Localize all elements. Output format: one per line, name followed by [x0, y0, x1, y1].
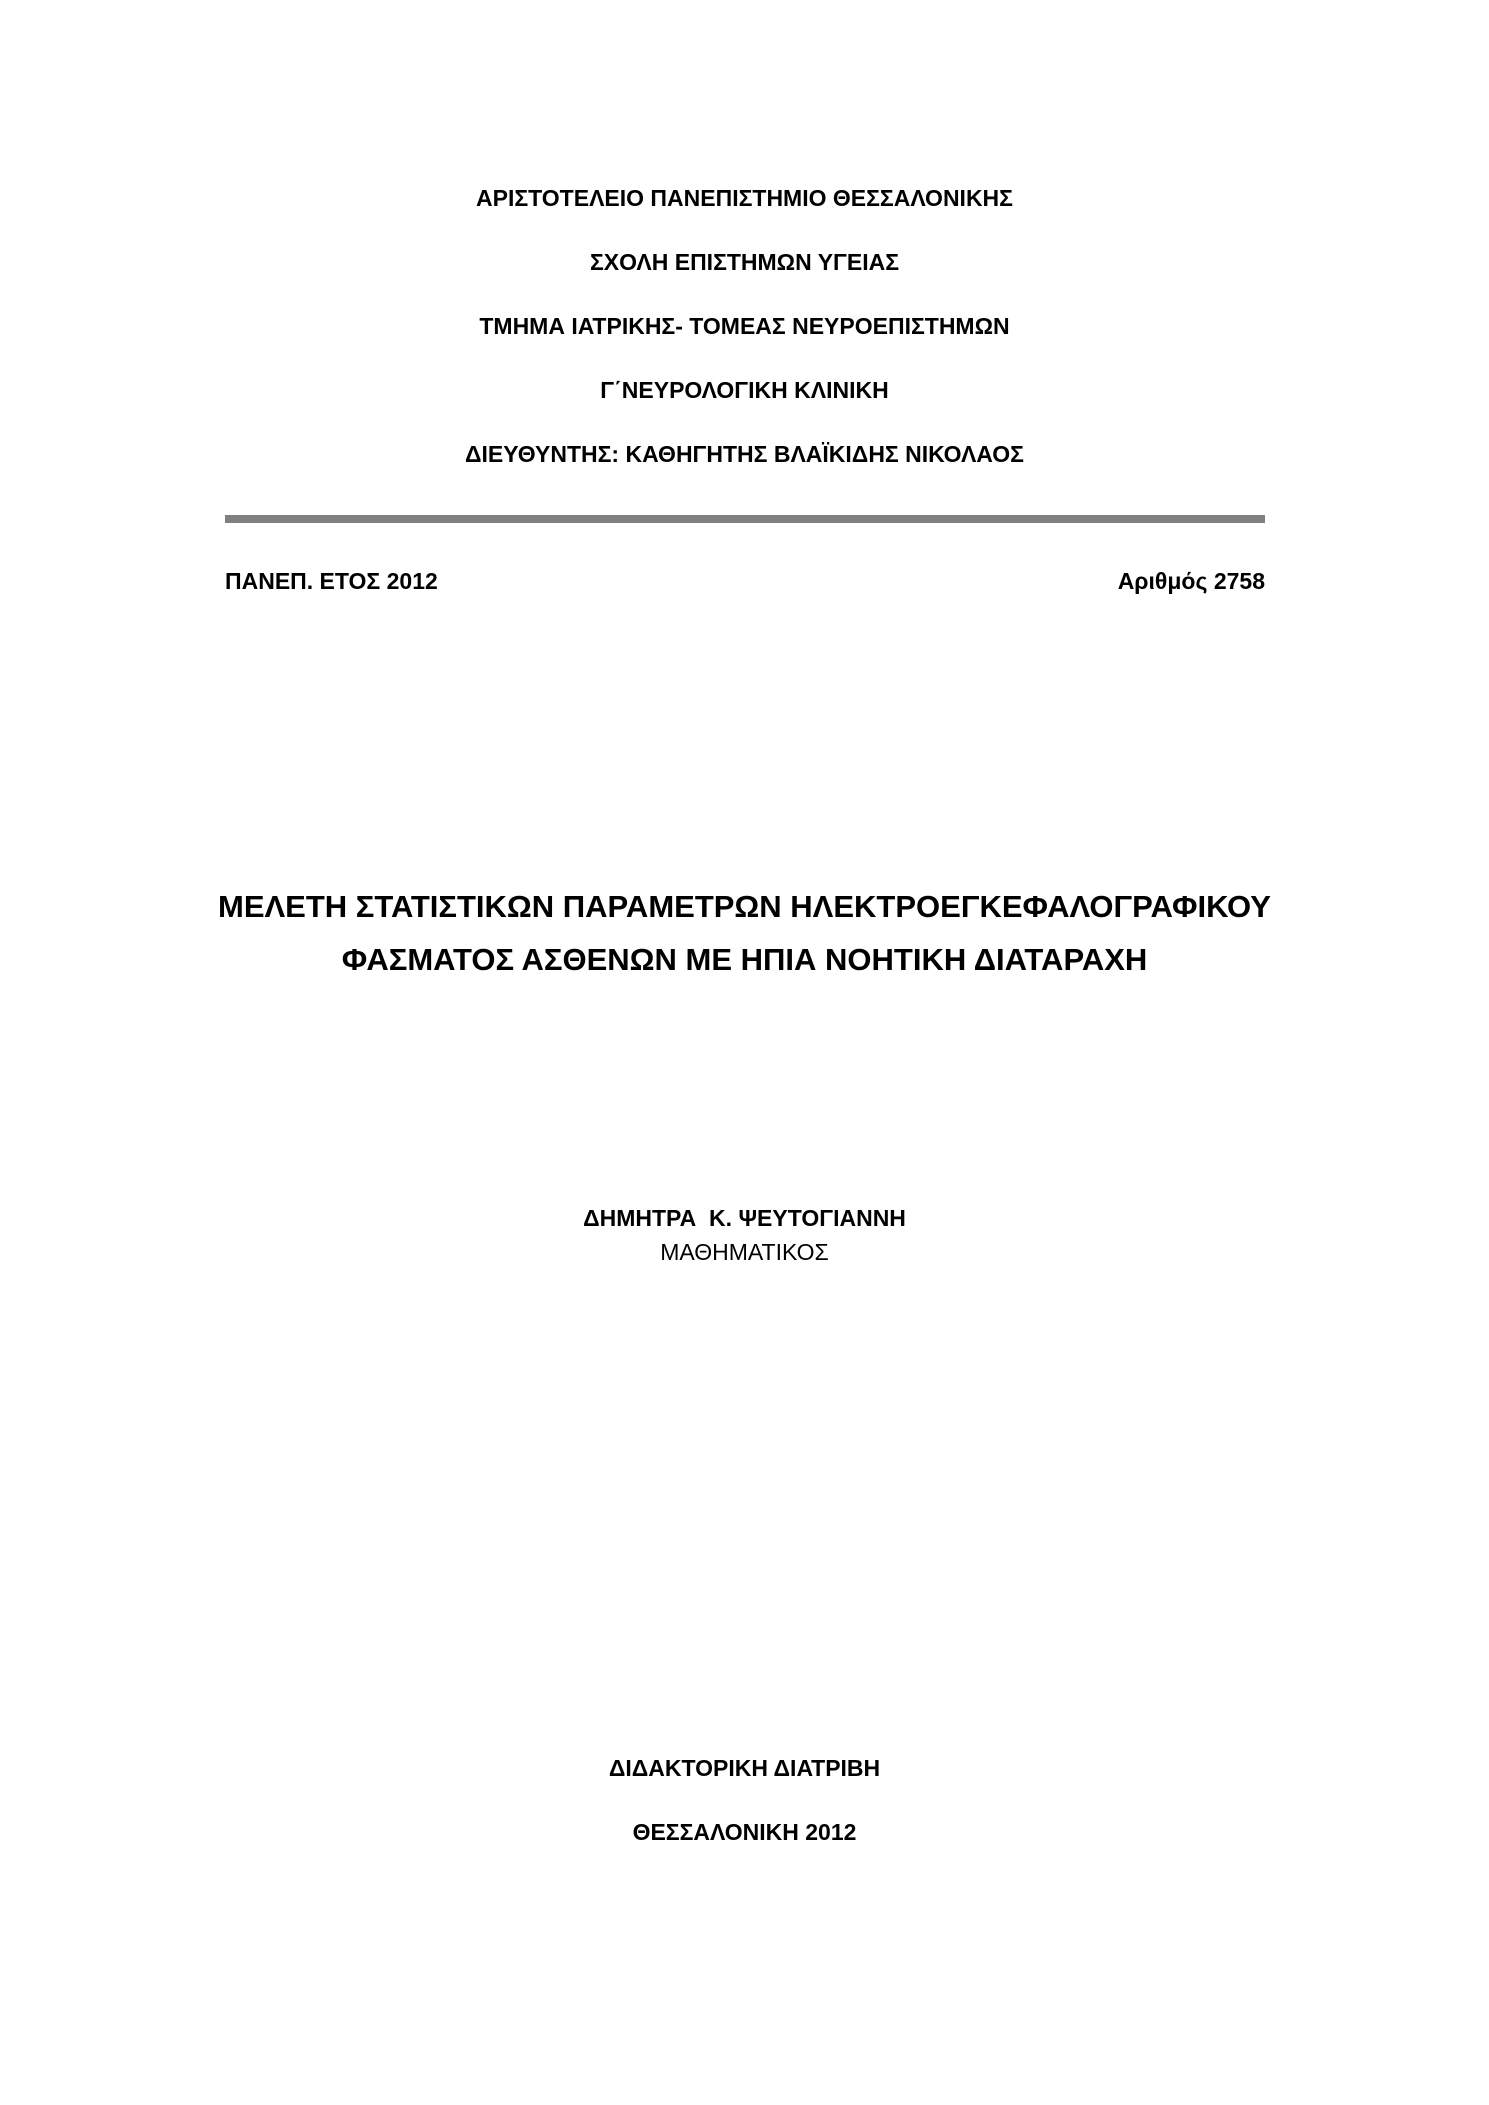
director-line: ΔΙΕΥΘΥΝΤΗΣ: ΚΑΘΗΓΗΤΗΣ ΒΛΑΪΚΙΔΗΣ ΝΙΚΟΛΑΟΣ [465, 441, 1024, 467]
school-name: ΣΧΟΛΗ ΕΠΙΣΤΗΜΩΝ ΥΓΕΙΑΣ [589, 249, 900, 275]
author-profession: ΜΑΘΗΜΑΤΙΚΟΣ [660, 1239, 829, 1265]
thesis-title-line-1: ΜΕΛΕΤΗ ΣΤΑΤΙΣΤΙΚΩΝ ΠΑΡΑΜΕΤΡΩΝ ΗΛΕΚΤΡΟΕΓΚΕΦΑΛΟΓΡΑΦΙΚΟΥ [218, 889, 1271, 924]
clinic-name: Γ΄ΝΕΥΡΟΛΟΓΙΚΗ ΚΛΙΝΙΚΗ [600, 377, 889, 403]
university-name: ΑΡΙΣΤΟΤΕΛΕΙΟ ΠΑΝΕΠΙΣΤΗΜΙΟ ΘΕΣΣΑΛΟΝΙΚΗΣ [476, 185, 1013, 211]
author-name: ΔΗΜΗΤΡΑ Κ. ΨΕΥΤΟΓΙΑΝΝΗ [583, 1205, 906, 1231]
department-name: ΤΜΗΜΑ ΙΑΤΡΙΚΗΣ- ΤΟΜΕΑΣ ΝΕΥΡΟΕΠΙΣΤΗΜΩΝ [479, 313, 1010, 339]
thesis-title-line-2: ΦΑΣΜΑΤΟΣ ΑΣΘΕΝΩΝ ΜΕ ΗΠΙΑ ΝΟΗΤΙΚΗ ΔΙΑΤΑΡΑΧΗ [341, 942, 1148, 977]
academic-year: ΠΑΝΕΠ. ΕΤΟΣ 2012 [225, 568, 438, 594]
header-divider [225, 515, 1265, 523]
degree-type: ΔΙΔΑΚΤΟΡΙΚΗ ΔΙΑΤΡΙΒΗ [608, 1755, 881, 1781]
thesis-number: Αριθμός 2758 [1117, 568, 1265, 594]
place-year: ΘΕΣΣΑΛΟΝΙΚΗ 2012 [632, 1819, 857, 1845]
